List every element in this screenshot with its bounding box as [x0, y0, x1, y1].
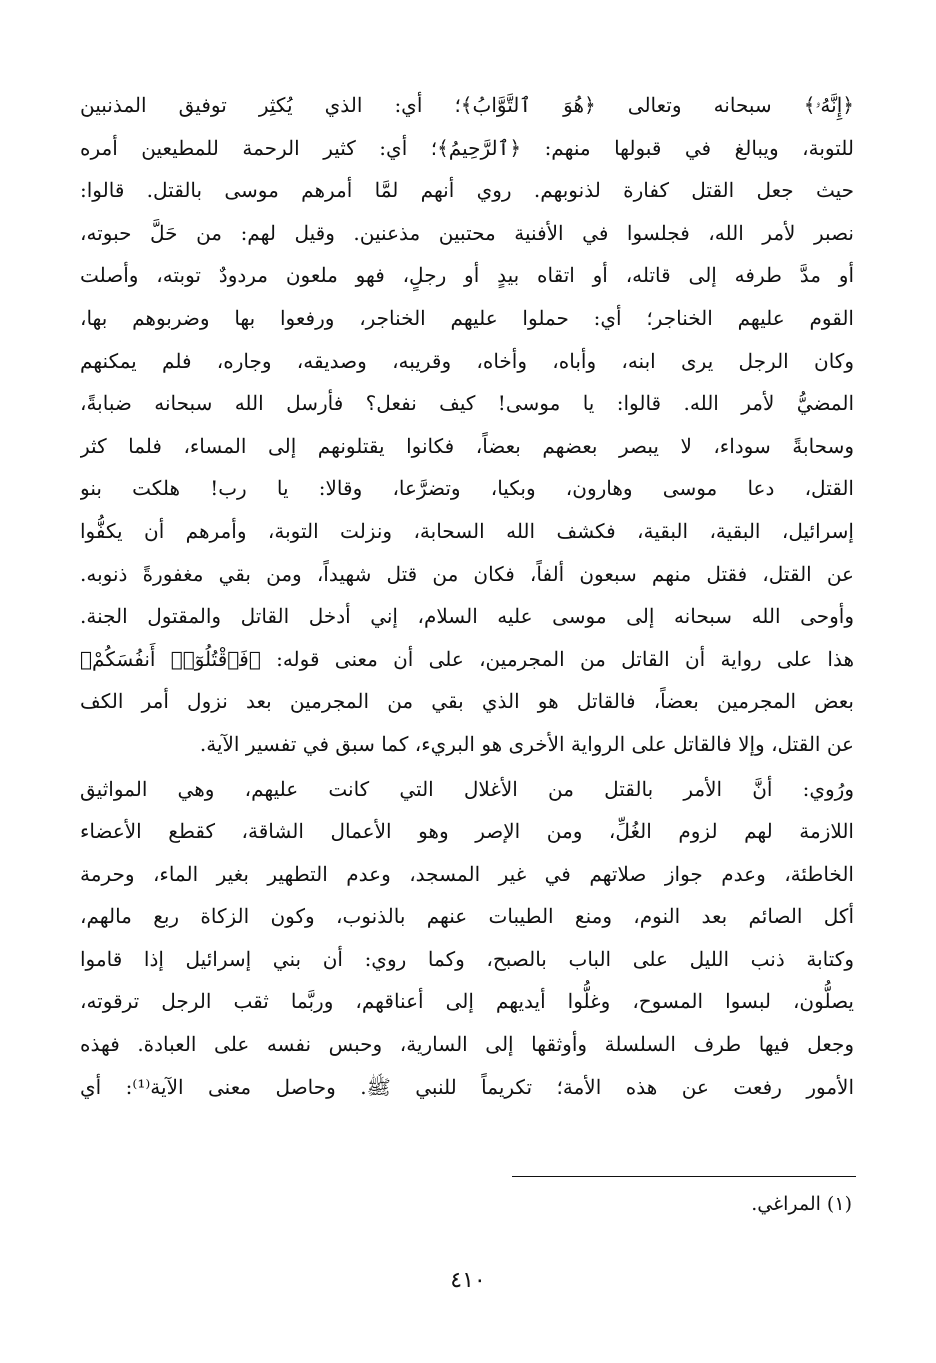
- text-line: عن القتل، فقتل منهم سبعون ألفاً، فكان من قتل شهيداً، ومن بقي مغفورةً ذنوبه.: [80, 561, 854, 586]
- text-line: الأمور رفعت عن هذه الأمة؛ تكريماً للنبي ﷺ. وحاصل معنى الآية⁽¹⁾: أي: [80, 1074, 854, 1099]
- text-line: عن القتل، وإلا فالقاتل على الرواية الأخرى هو البريء، كما سبق في تفسير الآية.: [199, 731, 854, 756]
- text-line: أكل الصائم بعد النوم، ومنع الطيبات عنهم بالذنوب، وكون الزكاة ربع مالهم،: [80, 904, 854, 929]
- text-line: حيث جعل القتل كفارة لذنوبهم. روي أنهم لمَّا أمرهم موسى بالقتل. قالوا:: [80, 178, 854, 203]
- text-line: القتل، دعا موسى وهارون، وبكيا، وتضرَّعا، وقالا: يا رب! هلكت بنو: [80, 476, 854, 501]
- text-line: الخاطئة، وعدم جواز صلاتهم في غير المسجد، وعدم التطهير بغير الماء، وحرمة: [80, 861, 854, 886]
- text-line: اللازمة لهم لزوم الغُلِّ، ومن الإصر وهو الأعمال الشاقة، كقطع الأعضاء: [80, 819, 854, 844]
- main-text: [80, 84, 854, 1108]
- text-line: ﴿إِنَّهُۥ﴾ سبحانه وتعالى ﴿هُوَ ٱلتَّوَّابُ﴾؛ أي: الذي يُكثِر توفيق المذنبين: [80, 93, 854, 117]
- text-line: نصبر لأمر الله، فجلسوا في الأفنية محتبين مذعنين. وقيل لهم: من حَلَّ حبوته،: [80, 220, 854, 245]
- text-line: للتوبة، ويبالغ في قبولها منهم: ﴿ٱلرَّحِيمُ﴾؛ أي: كثير الرحمة للمطيعين أمره: [80, 135, 854, 160]
- text-line: أو مدَّ طرفه إلى قاتله، أو اتقاه بيدٍ أو رجلٍ، فهو ملعون مردودٌ توبته، وأصلت: [80, 263, 854, 288]
- footnote: (١) المراغي.: [751, 1193, 852, 1215]
- text-line: ورُوي: أنَّ الأمر بالقتل من الأغلال التي كانت عليهم، وهي المواثيق: [80, 776, 854, 801]
- text-line: القوم عليهم الخناجر؛ أي: حملوا عليهم الخناجر، ورفعوا بها وضربوهم بها،: [80, 305, 854, 330]
- text-line: هذا على رواية أن القاتل من المجرمين، على أن معنى قوله: ﴿فَٱقْتُلُوٓا۟ أَنفُسَكُمْ﴾: [80, 646, 854, 671]
- text-line: يصلُّون، لبسوا المسوح، وغلُّوا أيديهم إلى أعناقهم، وربَّما ثقب الرجل ترقوته،: [80, 989, 854, 1014]
- footnote-divider: [512, 1176, 856, 1177]
- page-number: ٤١٠: [450, 1268, 486, 1293]
- text-line: وجعل فيها طرف السلسلة وأوثقها إلى السارية، وحبس نفسه على العبادة. فهذه: [80, 1032, 854, 1057]
- text-line: وكان الرجل يرى ابنه، وأباه، وأخاه، وقريبه، وصديقه، وجاره، فلم يمكنهم: [80, 348, 854, 373]
- text-line: بعض المجرمين بعضاً، فالقاتل هو الذي بقي من المجرمين بعد نزول أمر الكف: [80, 689, 854, 714]
- text-line: وكتابة ذنب الليل على الباب بالصبح، وكما روي: أن بني إسرائيل إذا قاموا: [80, 946, 854, 971]
- paragraph-2: [80, 768, 854, 1109]
- text-line: المضيُّ لأمر الله. قالوا: يا موسى! كيف نفعل؟ فأرسل الله سبحانه ضبابةً،: [80, 391, 854, 416]
- text-line: وسحابةً سوداء، لا يبصر بعضهم بعضاً، فكانوا يقتلونهم إلى المساء، فلما كثر: [80, 433, 854, 458]
- text-line: إسرائيل، البقية، البقية، فكشف الله السحابة، ونزلت التوبة، وأمرهم أن يكفُّوا: [80, 518, 854, 543]
- paragraph-1: [80, 84, 854, 766]
- text-line: وأوحى الله سبحانه إلى موسى عليه السلام، إني أدخل القاتل والمقتول الجنة.: [80, 604, 854, 629]
